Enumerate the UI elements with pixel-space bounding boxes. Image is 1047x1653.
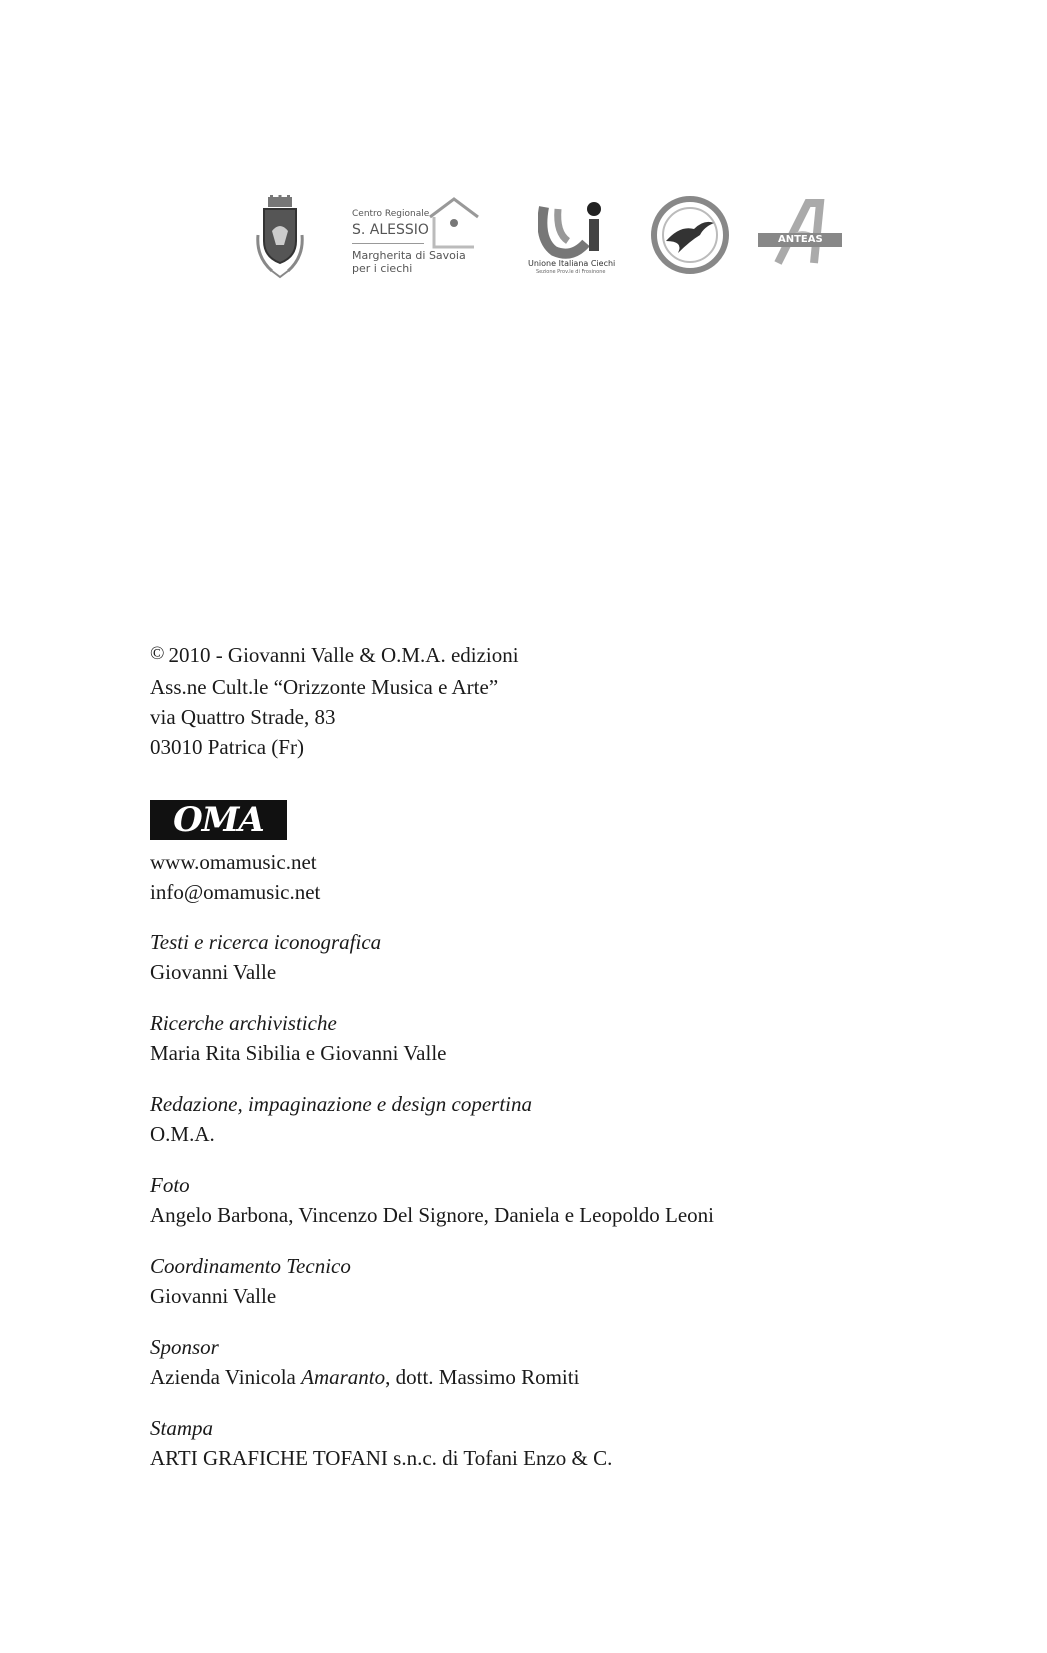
anteas-logo [758, 197, 842, 267]
credit-name: O.M.A. [150, 1122, 215, 1146]
oma-logo: OMA [150, 800, 287, 840]
credit-name: Giovanni Valle [150, 1284, 277, 1308]
website-link[interactable]: www.omamusic.net [150, 850, 317, 874]
uic-subcaption: Sezione Prov.le di Frosinone [536, 269, 606, 275]
credit-role: Stampa [150, 1416, 213, 1440]
credit-role: Ricerche archivistiche [150, 1011, 337, 1035]
copyright-text: 2010 - Giovanni Valle & O.M.A. edizioni [168, 643, 519, 667]
copyright-line [150, 640, 950, 672]
coat-of-arms-logo [250, 195, 310, 280]
credits-list [150, 927, 1000, 1494]
contacts [150, 847, 320, 907]
sponsor-logos-row [250, 195, 890, 295]
copyright-symbol: © [150, 643, 165, 664]
credit-name: Angelo Barbona, Vincenzo Del Signore, Daniela e Leopoldo Leoni [150, 1203, 715, 1227]
credit-item [150, 927, 1000, 1008]
uic-caption: Unione Italiana Ciechi [528, 259, 616, 268]
credit-item [150, 1332, 1000, 1413]
sponsor-prefix: Azienda Vinicola [150, 1365, 302, 1389]
address-city: 03010 Patrica (Fr) [150, 735, 304, 759]
s-alessio-logo [352, 195, 492, 280]
credit-item [150, 1089, 1000, 1170]
publisher-info [150, 640, 950, 762]
credit-role: Foto [150, 1173, 190, 1197]
credit-name: Maria Rita Sibilia e Giovanni Valle [150, 1041, 447, 1065]
credit-role: Redazione, impaginazione e design copertina [150, 1092, 533, 1116]
s-alessio-divider [352, 243, 424, 244]
credit-role: Coordinamento Tecnico [150, 1254, 351, 1278]
s-alessio-line3: Margherita di Savoia [352, 249, 466, 262]
house-icon [426, 195, 482, 251]
monti-simbruini-logo [650, 195, 730, 275]
credit-item [150, 1170, 1000, 1251]
credit-name: ARTI GRAFICHE TOFANI s.n.c. di Tofani Enzo & C. [150, 1446, 613, 1470]
uic-logo [528, 195, 618, 280]
credit-item [150, 1413, 1000, 1494]
credit-item [150, 1251, 1000, 1332]
credit-name [150, 1362, 1000, 1392]
credit-name: Giovanni Valle [150, 960, 277, 984]
sponsor-suffix: , dott. Massimo Romiti [385, 1365, 580, 1389]
credit-item [150, 1008, 1000, 1089]
credit-role: Testi e ricerca iconografica [150, 930, 382, 954]
anteas-label: ANTEAS [778, 234, 823, 245]
s-alessio-line4: per i ciechi [352, 262, 413, 275]
email-link[interactable]: info@omamusic.net [150, 880, 321, 904]
uic-mark-icon [538, 199, 608, 259]
sponsor-brand: Amaranto [301, 1365, 386, 1389]
address-street: via Quattro Strade, 83 [150, 705, 336, 729]
association-name: Ass.ne Cult.le “Orizzonte Musica e Arte” [150, 675, 499, 699]
credit-role: Sponsor [150, 1335, 219, 1359]
s-alessio-line1: Centro Regionale [352, 209, 430, 219]
s-alessio-line2: S. ALESSIO [352, 222, 429, 238]
